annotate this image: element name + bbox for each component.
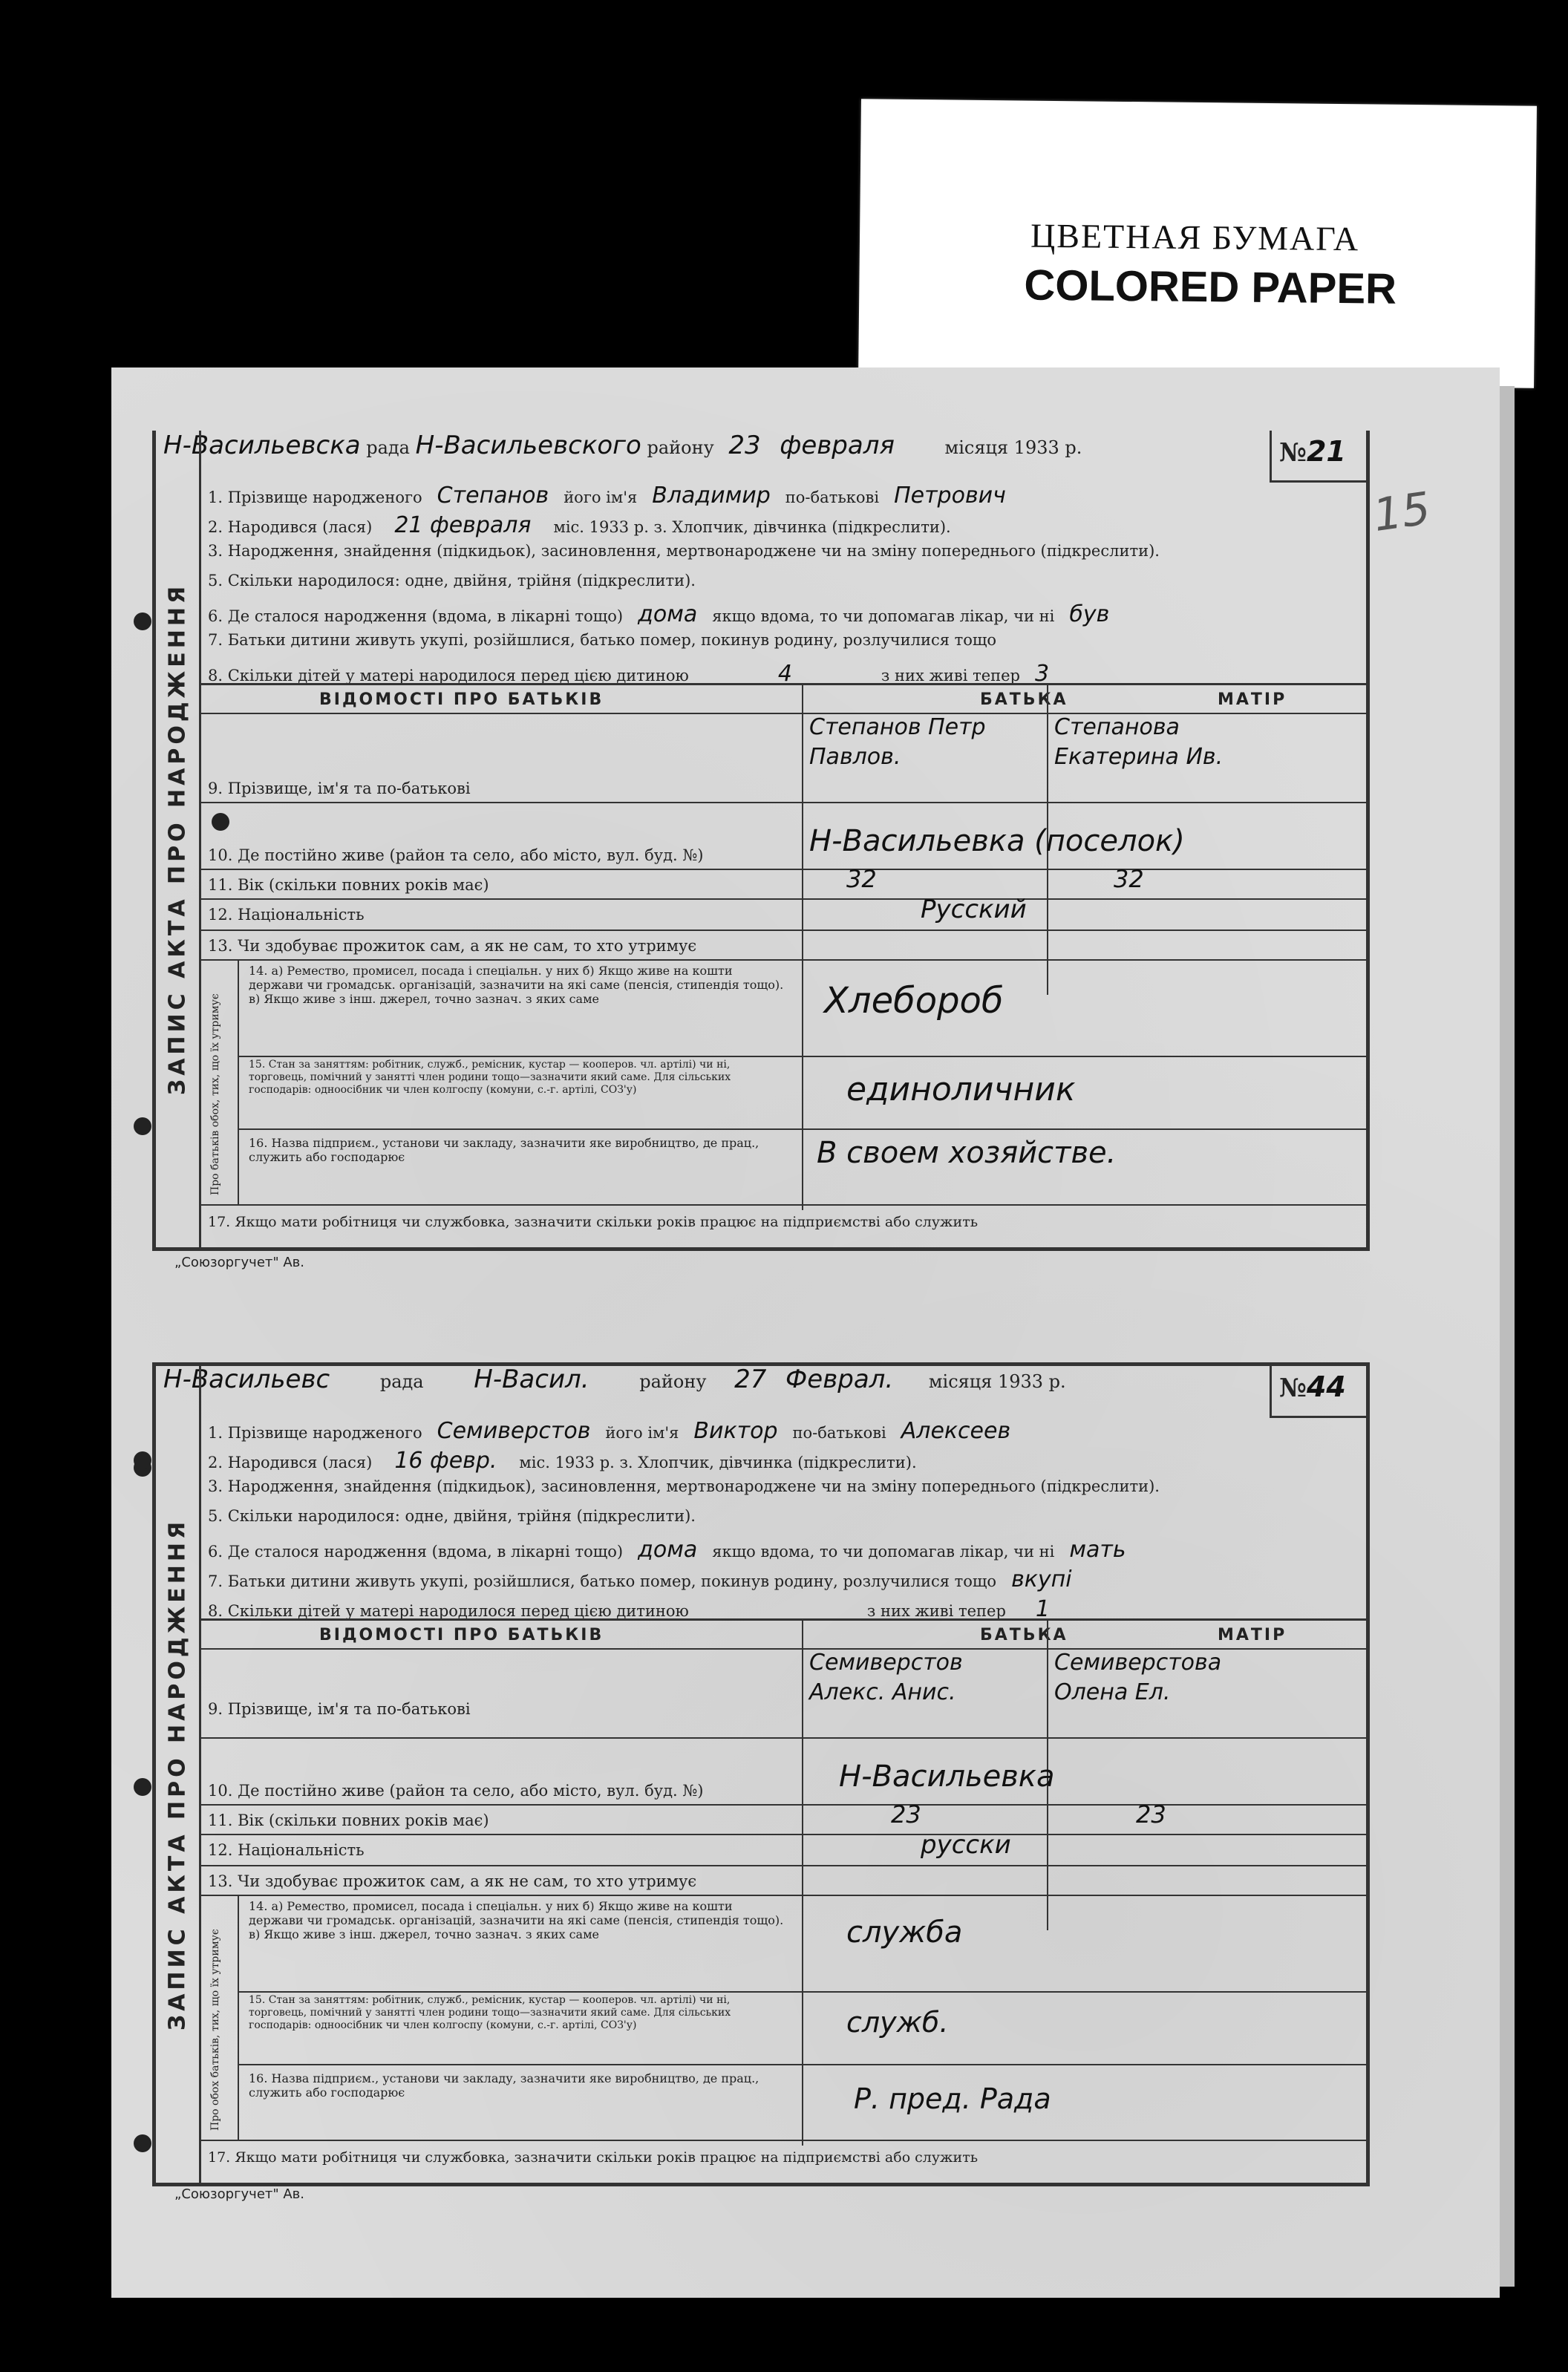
row-6-label: 6. Де сталося народження (вдома, в лікарні тощо) bbox=[208, 1543, 624, 1561]
surname: Степанов bbox=[437, 483, 549, 509]
side-title: ЗАПИС АКТА ПРО НАРОДЖЕННЯ bbox=[164, 582, 191, 1096]
row-6 bbox=[208, 601, 1109, 627]
nationality: русски bbox=[921, 1830, 1011, 1860]
birth-date: 21 февраля bbox=[394, 512, 532, 538]
mother-age: 32 bbox=[1114, 865, 1144, 893]
divider bbox=[199, 929, 1366, 931]
row-1-name-label: його ім'я bbox=[605, 1424, 679, 1442]
birth-date: 16 февр. bbox=[394, 1448, 497, 1474]
row-5: 5. Скільки народилося: одне, двійня, трійня (підкреслити). bbox=[208, 1507, 696, 1525]
raion-name: Н-Васильевского bbox=[415, 431, 641, 460]
month-name: февраля bbox=[780, 431, 895, 460]
divider bbox=[238, 1056, 1366, 1057]
divider bbox=[199, 683, 1366, 685]
number-value: 44 bbox=[1306, 1370, 1346, 1403]
divider bbox=[199, 802, 1366, 803]
doctor-help: був bbox=[1069, 601, 1110, 627]
first-name: Виктор bbox=[693, 1418, 778, 1444]
parents-status: вкупі bbox=[1011, 1566, 1072, 1592]
row-7-label: 7. Батьки дитини живуть укупі, розійшлися, батько помер, покинув родину, розлучилися тощо bbox=[208, 1572, 997, 1590]
residence: Н-Васильевка (поселок) bbox=[809, 824, 1185, 858]
row-15: 15. Стан за заняттям: робітник, служб., ремісник, кустар — кооперов. чл. артілі) чи ні, торговець, помічний у занятті член родини тощо—зазначити який саме. Для сільських господарів: одноосібник чи член колгоспу (комуни, с.-г. артілі, СОЗ'у) bbox=[249, 1994, 731, 2031]
row-8-rest: з них живі тепер bbox=[881, 667, 1021, 685]
row-13: 13. Чи здобуває прожиток сам, а як не сам, то хто утримує bbox=[208, 1872, 697, 1890]
doctor-help: мать bbox=[1069, 1537, 1126, 1563]
divider bbox=[238, 1895, 239, 2140]
divider bbox=[199, 1804, 1366, 1806]
margin-note: 15 bbox=[1370, 483, 1434, 542]
footer-print: „Союзоргучет" Ав. bbox=[174, 2186, 305, 2202]
footer-print: „Союзоргучет" Ав. bbox=[174, 1255, 305, 1270]
header-info: ВІДОМОСТІ ПРО БАТЬКІВ bbox=[319, 1626, 604, 1644]
divider bbox=[238, 1128, 1366, 1130]
header-father: БАТЬКА bbox=[980, 690, 1068, 709]
number-value: 21 bbox=[1306, 435, 1346, 468]
day: 23 bbox=[728, 431, 761, 460]
raion-name: Н-Васил. bbox=[474, 1365, 589, 1394]
header-mother: МАТІР bbox=[1218, 690, 1287, 709]
row-6-rest: якщо вдома, то чи допомагав лікар, чи ні bbox=[712, 1543, 1055, 1561]
first-name: Владимир bbox=[652, 483, 771, 509]
row-6-rest: якщо вдома, то чи допомагав лікар, чи ні bbox=[712, 607, 1055, 625]
header-father: БАТЬКА bbox=[980, 1626, 1068, 1644]
row-1-patronymic-label: по-батькові bbox=[785, 489, 880, 506]
occupation: Хлебороб bbox=[824, 980, 1004, 1022]
sub-side-label: Про батьків обох, тих, що їх утримує bbox=[209, 993, 221, 1195]
row-3: 3. Народження, знайдення (підкидьок), засиновлення, мертвонароджене чи на зміну попереднього (підкреслити). bbox=[208, 1477, 1160, 1495]
row-5: 5. Скільки народилося: одне, двійня, трійня (підкреслити). bbox=[208, 572, 696, 589]
row-8-rest: з них живі тепер bbox=[866, 1602, 1006, 1620]
day: 27 bbox=[734, 1365, 767, 1394]
row-16: 16. Назва підприєм., установи чи закладу, зазначити яке виробництво, де прац., служить або господарює bbox=[249, 1136, 760, 1164]
row-6-label: 6. Де сталося народження (вдома, в лікарні тощо) bbox=[208, 607, 624, 625]
number-label: № bbox=[1279, 438, 1307, 468]
row-1-name-label: його ім'я bbox=[564, 489, 638, 506]
father-age: 23 bbox=[891, 1800, 921, 1829]
divider bbox=[199, 869, 1366, 870]
row-1-label: 1. Прізвище народженого bbox=[208, 489, 422, 506]
patronymic: Алексеев bbox=[901, 1418, 1011, 1444]
divider bbox=[199, 1618, 1366, 1621]
row-10: 10. Де постійно живе (район та село, або місто, вул. буд. №) bbox=[208, 846, 704, 864]
month-name: Феврал. bbox=[785, 1365, 894, 1394]
row-17: 17. Якщо мати робітниця чи службовка, зазначити скільки років працює на підприємстві або служить bbox=[208, 1214, 979, 1230]
row-10: 10. Де постійно живе (район та село, або місто, вул. буд. №) bbox=[208, 1782, 704, 1800]
children-before: 4 bbox=[777, 661, 792, 687]
divider bbox=[199, 1865, 1366, 1866]
surname: Семиверстов bbox=[437, 1418, 591, 1444]
row-12: 12. Національність bbox=[208, 906, 365, 924]
occupation: служба bbox=[846, 1915, 963, 1950]
record-number bbox=[1270, 431, 1366, 483]
row-9: 9. Прізвище, ім'я та по-батькові bbox=[208, 780, 471, 797]
row-1-label: 1. Прізвище народженого bbox=[208, 1424, 422, 1442]
punch-hole bbox=[134, 1451, 151, 1469]
mother-age: 23 bbox=[1136, 1800, 1166, 1829]
label-line-en: COLORED PAPER bbox=[1024, 261, 1397, 313]
record-number bbox=[1270, 1366, 1366, 1418]
row-2-label: 2. Народився (лася) bbox=[208, 518, 373, 536]
row-2 bbox=[208, 512, 951, 538]
divider bbox=[802, 1618, 803, 2146]
rada-label: рада bbox=[366, 437, 410, 458]
row-2 bbox=[208, 1448, 917, 1474]
row-1-patronymic-label: по-батькові bbox=[792, 1424, 886, 1442]
row-14: 14. а) Ремество, промисел, посада і спеціальн. у них б) Якщо живе на кошти держави чи громадськ. організацій, зазначити на які саме (пенсія, стипендія тощо). в) Якщо живе з інш. джерел, точно зазнач. з яких саме bbox=[249, 1899, 784, 1941]
father-name: Семиверстов Алекс. Анис. bbox=[809, 1650, 963, 1705]
mother-name: Степанова Екатерина Ив. bbox=[1054, 714, 1224, 770]
children-alive: 1 bbox=[1035, 1596, 1051, 1622]
row-7 bbox=[208, 1566, 1072, 1592]
sub-side-label: Про обох батьків, тих, що їх утримує bbox=[209, 1929, 221, 2131]
row-15: 15. Стан за заняттям: робітник, служб., ремісник, кустар — кооперов. чл. артілі) чи ні, торговець, помічний у занятті член родини тощо—зазначити який саме. Для сільських господарів: одноосібник чи член колгоспу (комуни, с.-г. артілі, СОЗ'у) bbox=[249, 1059, 731, 1096]
row-1 bbox=[208, 483, 1006, 509]
row-11: 11. Вік (скільки повних років має) bbox=[208, 876, 489, 894]
employment-status: служб. bbox=[846, 2006, 949, 2039]
row-6 bbox=[208, 1537, 1126, 1563]
row-2-label: 2. Народився (лася) bbox=[208, 1454, 373, 1471]
punch-hole bbox=[134, 612, 151, 630]
divider bbox=[199, 1834, 1366, 1835]
father-name: Степанов Петр Павлов. bbox=[809, 714, 986, 770]
divider bbox=[199, 1737, 1366, 1739]
record-2-form bbox=[152, 1362, 1370, 2186]
birth-place: дома bbox=[638, 1537, 698, 1563]
employment-status: единоличник bbox=[846, 1071, 1076, 1108]
number-label: № bbox=[1279, 1373, 1307, 1403]
divider bbox=[802, 683, 803, 1210]
row-13: 13. Чи здобуває прожиток сам, а як не сам, то хто утримує bbox=[208, 937, 697, 955]
divider bbox=[199, 898, 1366, 900]
record-1-form bbox=[152, 431, 1370, 1251]
header-mother: МАТІР bbox=[1218, 1626, 1287, 1644]
divider bbox=[199, 1204, 1366, 1206]
divider bbox=[238, 2064, 1366, 2065]
row-17: 17. Якщо мати робітниця чи службовка, зазначити скільки років працює на підприємстві або служить bbox=[208, 2149, 979, 2166]
side-title: ЗАПИС АКТА ПРО НАРОДЖЕННЯ bbox=[164, 1517, 191, 2031]
row-3: 3. Народження, знайдення (підкидьок), засиновлення, мертвонароджене чи на зміну попереднього (підкреслити). bbox=[208, 542, 1160, 560]
row-8-label: 8. Скільки дітей у матері народилося перед цією дитиною bbox=[208, 667, 689, 685]
punch-hole bbox=[134, 1117, 151, 1135]
row-8-label: 8. Скільки дітей у матері народилося перед цією дитиною bbox=[208, 1602, 689, 1620]
rada-name: Н-Васильевс bbox=[163, 1365, 330, 1394]
side-title-bar bbox=[156, 1366, 201, 2183]
row-14: 14. а) Ремество, промисел, посада і спеціальн. у них б) Якщо живе на кошти держави чи громадськ. організацій, зазначити на які саме (пенсія, стипендія тощо). в) Якщо живе з інш. джерел, точно зазнач. з яких саме bbox=[249, 964, 784, 1006]
residence: Н-Васильевка bbox=[839, 1760, 1055, 1794]
header-info: ВІДОМОСТІ ПРО БАТЬКІВ bbox=[319, 690, 604, 709]
row-1 bbox=[208, 1418, 1010, 1444]
divider bbox=[238, 1991, 1366, 1993]
row-2-rest: міс. 1933 р. з. Хлопчик, дівчинка (підкреслити). bbox=[519, 1454, 917, 1471]
row-12: 12. Національність bbox=[208, 1841, 365, 1859]
nationality: Русский bbox=[921, 895, 1027, 924]
row-16: 16. Назва підприєм., установи чи закладу, зазначити яке виробництво, де прац., служить або господарює bbox=[249, 2071, 760, 2100]
punch-hole bbox=[134, 1778, 151, 1796]
raion-label: району bbox=[647, 437, 714, 458]
rada-label: рада bbox=[379, 1371, 424, 1392]
workplace: Р. пред. Рада bbox=[854, 2082, 1051, 2115]
raion-label: району bbox=[639, 1371, 707, 1392]
birth-place: дома bbox=[638, 601, 698, 627]
divider bbox=[199, 1895, 1366, 1896]
divider bbox=[238, 959, 239, 1204]
mother-name: Семиверстова Олена Ел. bbox=[1054, 1650, 1222, 1705]
divider bbox=[199, 959, 1366, 961]
divider bbox=[199, 2140, 1366, 2141]
patronymic: Петрович bbox=[894, 483, 1006, 509]
workplace: В своем хозяйстве. bbox=[817, 1136, 1117, 1170]
punch-hole bbox=[134, 2134, 151, 2152]
father-age: 32 bbox=[846, 865, 877, 893]
label-line-ru: ЦВЕТНАЯ БУМАГА bbox=[1030, 216, 1360, 258]
colored-paper-label bbox=[858, 99, 1537, 388]
month-year-label: місяця 1933 р. bbox=[944, 437, 1082, 458]
row-7: 7. Батьки дитини живуть укупі, розійшлися, батько помер, покинув родину, розлучилися тощо bbox=[208, 631, 997, 649]
side-title-bar bbox=[156, 431, 201, 1247]
children-alive: 3 bbox=[1035, 661, 1050, 687]
month-year-label: місяця 1933 р. bbox=[928, 1371, 1066, 1392]
row-2-rest: міс. 1933 р. з. Хлопчик, дівчинка (підкреслити). bbox=[553, 518, 951, 536]
row-9: 9. Прізвище, ім'я та по-батькові bbox=[208, 1700, 471, 1718]
row-11: 11. Вік (скільки повних років має) bbox=[208, 1811, 489, 1829]
rada-name: Н-Васильевска bbox=[163, 431, 361, 460]
